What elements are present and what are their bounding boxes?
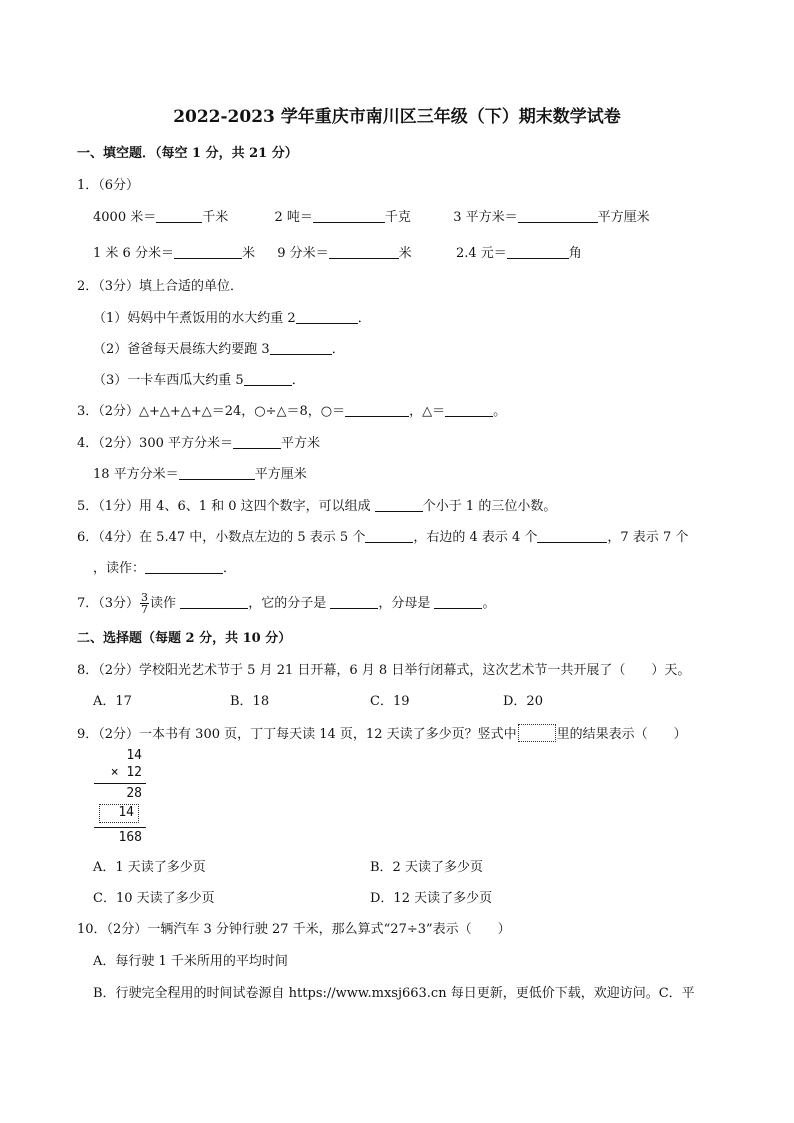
q8-option-a[interactable]: A．17	[93, 694, 132, 709]
q7-blank-3[interactable]	[434, 594, 482, 609]
q9-option-c[interactable]: C．10 天读了多少页	[93, 891, 215, 906]
q4-blank-1[interactable]	[233, 434, 281, 449]
q1-b-unit: 千克	[384, 210, 411, 225]
q5-text: 5．（1分）用 4、6、1 和 0 这四个数字，可以组成	[77, 499, 375, 514]
q1-b-text: 2 吨＝	[274, 210, 313, 225]
q2-s2-end: ．	[331, 342, 345, 357]
q7-fraction	[140, 592, 149, 615]
q1-d-blank[interactable]	[174, 244, 242, 259]
q1-c-text: 3 平方米＝	[453, 210, 518, 225]
q3-end: 。	[493, 404, 507, 419]
q1-f-unit: 角	[568, 246, 582, 261]
q2-s3-end: ．	[291, 373, 305, 388]
q9-stem-end: 里的结果表示（ ）	[556, 727, 687, 742]
q1-e-text: 9 分米＝	[277, 246, 329, 261]
q6-blank-3[interactable]	[145, 559, 223, 574]
q1-d-text: 1 米 6 分米＝	[93, 246, 174, 261]
section-fill-blank-heading: 一、填空题．（每空 1 分，共 21 分）	[77, 146, 298, 161]
question-1-heading: 1．（6分）	[77, 178, 140, 193]
question-8-stem: 8．（2分）学校阳光艺术节于 5 月 21 日开幕，6 月 8 日举行闭幕式，这次艺术节一共开展了（ ）天。	[77, 663, 691, 678]
calc-row-multiplier: × 12	[110, 765, 142, 780]
q2-s1-end: ．	[357, 311, 371, 326]
q3-text: 3．（2分）△+△+△+△＝24，○÷△＝8，○＝	[77, 404, 346, 419]
question-2-item-2	[93, 340, 345, 359]
q7-end: 。	[482, 596, 496, 611]
question-10-stem: 10．（2分）一辆汽车 3 分钟行驶 27 千米，那么算式“27÷3”表示（ ）	[77, 922, 511, 937]
question-2-item-1	[93, 309, 371, 328]
question-1-row-1	[93, 208, 650, 227]
q6-text: 6．（4分）在 5.47 中，小数点左边的 5 表示 5 个	[77, 530, 366, 545]
question-4	[77, 434, 320, 453]
q7-blank-2[interactable]	[330, 594, 378, 609]
q9-option-d[interactable]: D．12 天读了多少页	[370, 891, 493, 906]
q7-numerator: 3	[141, 591, 149, 604]
calc-row-product: 168	[118, 830, 142, 845]
q7-mid2: ，分母是	[378, 596, 435, 611]
q8-option-b[interactable]: B．18	[230, 694, 270, 709]
question-6	[77, 528, 688, 547]
vertical-multiplication	[94, 748, 146, 848]
q1-c-blank[interactable]	[518, 208, 598, 223]
q4-l2-text: 18 平方分米＝	[93, 467, 179, 482]
q1-d-unit: 米	[241, 246, 255, 261]
q7-denominator: 7	[141, 603, 149, 616]
q8-option-d[interactable]: D．20	[503, 694, 543, 709]
q4-unit-2: 平方厘米	[254, 467, 307, 482]
q10-option-a[interactable]: A．每行驶 1 千米所用的平均时间	[93, 954, 288, 969]
q6-blank-1[interactable]	[365, 528, 413, 543]
calc-line-1	[94, 783, 146, 784]
q2-s3-text: （3）一卡车西瓜大约重 5	[93, 373, 244, 388]
q7-blank-1[interactable]	[180, 594, 248, 609]
q3-blank-circle[interactable]	[345, 402, 409, 417]
q3-mid: ，△＝	[409, 404, 446, 419]
q1-a-unit: 千米	[202, 210, 229, 225]
q1-a-text: 4000 米＝	[93, 210, 157, 225]
q1-f-blank[interactable]	[507, 244, 569, 259]
question-3	[77, 402, 506, 421]
question-1-row-2	[93, 244, 582, 263]
q1-f-text: 2.4 元＝	[455, 246, 507, 261]
question-6-line-2	[93, 559, 236, 578]
q7-mid: ，它的分子是	[248, 596, 331, 611]
q9-option-a[interactable]: A．1 天读了多少页	[93, 860, 206, 875]
question-7	[77, 591, 495, 617]
q1-b-blank[interactable]	[313, 208, 385, 223]
question-2-item-3	[93, 371, 305, 390]
question-5	[77, 497, 556, 516]
question-4-line-2	[93, 465, 307, 484]
q9-stem-text: 9．（2分）一本书有 300 页，丁丁每天读 14 页，12 天读了多少页？竖式中	[77, 727, 517, 742]
q2-s2-blank[interactable]	[270, 340, 332, 355]
q6-mid: ，右边的 4 表示 4 个	[413, 530, 538, 545]
q6-l2-end: ．	[223, 561, 237, 576]
calc-row-multiplicand: 14	[126, 748, 142, 763]
q2-s1-blank[interactable]	[296, 309, 358, 324]
q7-text: 7．（3分）	[77, 596, 140, 611]
q4-blank-2[interactable]	[179, 465, 255, 480]
q5-blank[interactable]	[375, 497, 423, 512]
q2-s2-text: （2）爸爸每天晨练大约要跑 3	[93, 342, 270, 357]
section-choice-heading: 二、选择题（每题 2 分，共 10 分）	[77, 631, 292, 646]
q1-e-unit: 米	[398, 246, 412, 261]
q1-a-blank[interactable]	[156, 208, 202, 223]
q8-option-c[interactable]: C．19	[370, 694, 410, 709]
q2-s3-blank[interactable]	[244, 371, 292, 386]
q7-read: 读作	[150, 596, 181, 611]
q1-e-blank[interactable]	[329, 244, 399, 259]
question-2-heading: 2．（3分）填上合适的单位．	[77, 279, 244, 294]
q9-option-b[interactable]: B．2 天读了多少页	[370, 860, 483, 875]
q4-text: 4．（2分）300 平方分米＝	[77, 436, 233, 451]
q1-c-unit: 平方厘米	[597, 210, 650, 225]
q6-l2-text: ，读作：	[93, 561, 146, 576]
q6-post: ，7 表示 7 个	[607, 530, 689, 545]
q2-s1-text: （1）妈妈中午煮饭用的水大约重 2	[93, 311, 296, 326]
calc-row-partial-2: 14	[118, 805, 134, 820]
q3-blank-triangle[interactable]	[445, 402, 493, 417]
page-title: 2022-2023 学年重庆市南川区三年级（下）期末数学试卷	[173, 107, 621, 127]
q6-blank-2[interactable]	[537, 528, 607, 543]
q4-unit-1: 平方米	[281, 436, 321, 451]
calc-line-2	[94, 827, 146, 828]
calc-row-partial-1: 28	[126, 786, 142, 801]
q10-option-b-line[interactable]: B．行驶完全程用的时间试卷源自 https://www.mxsj663.cn 每日更新，更低价下载，欢迎访问。C．平	[93, 986, 695, 1001]
q5-post: 个小于 1 的三位小数。	[422, 499, 557, 514]
q9-dashed-box	[518, 724, 556, 742]
question-9-stem	[77, 724, 687, 744]
